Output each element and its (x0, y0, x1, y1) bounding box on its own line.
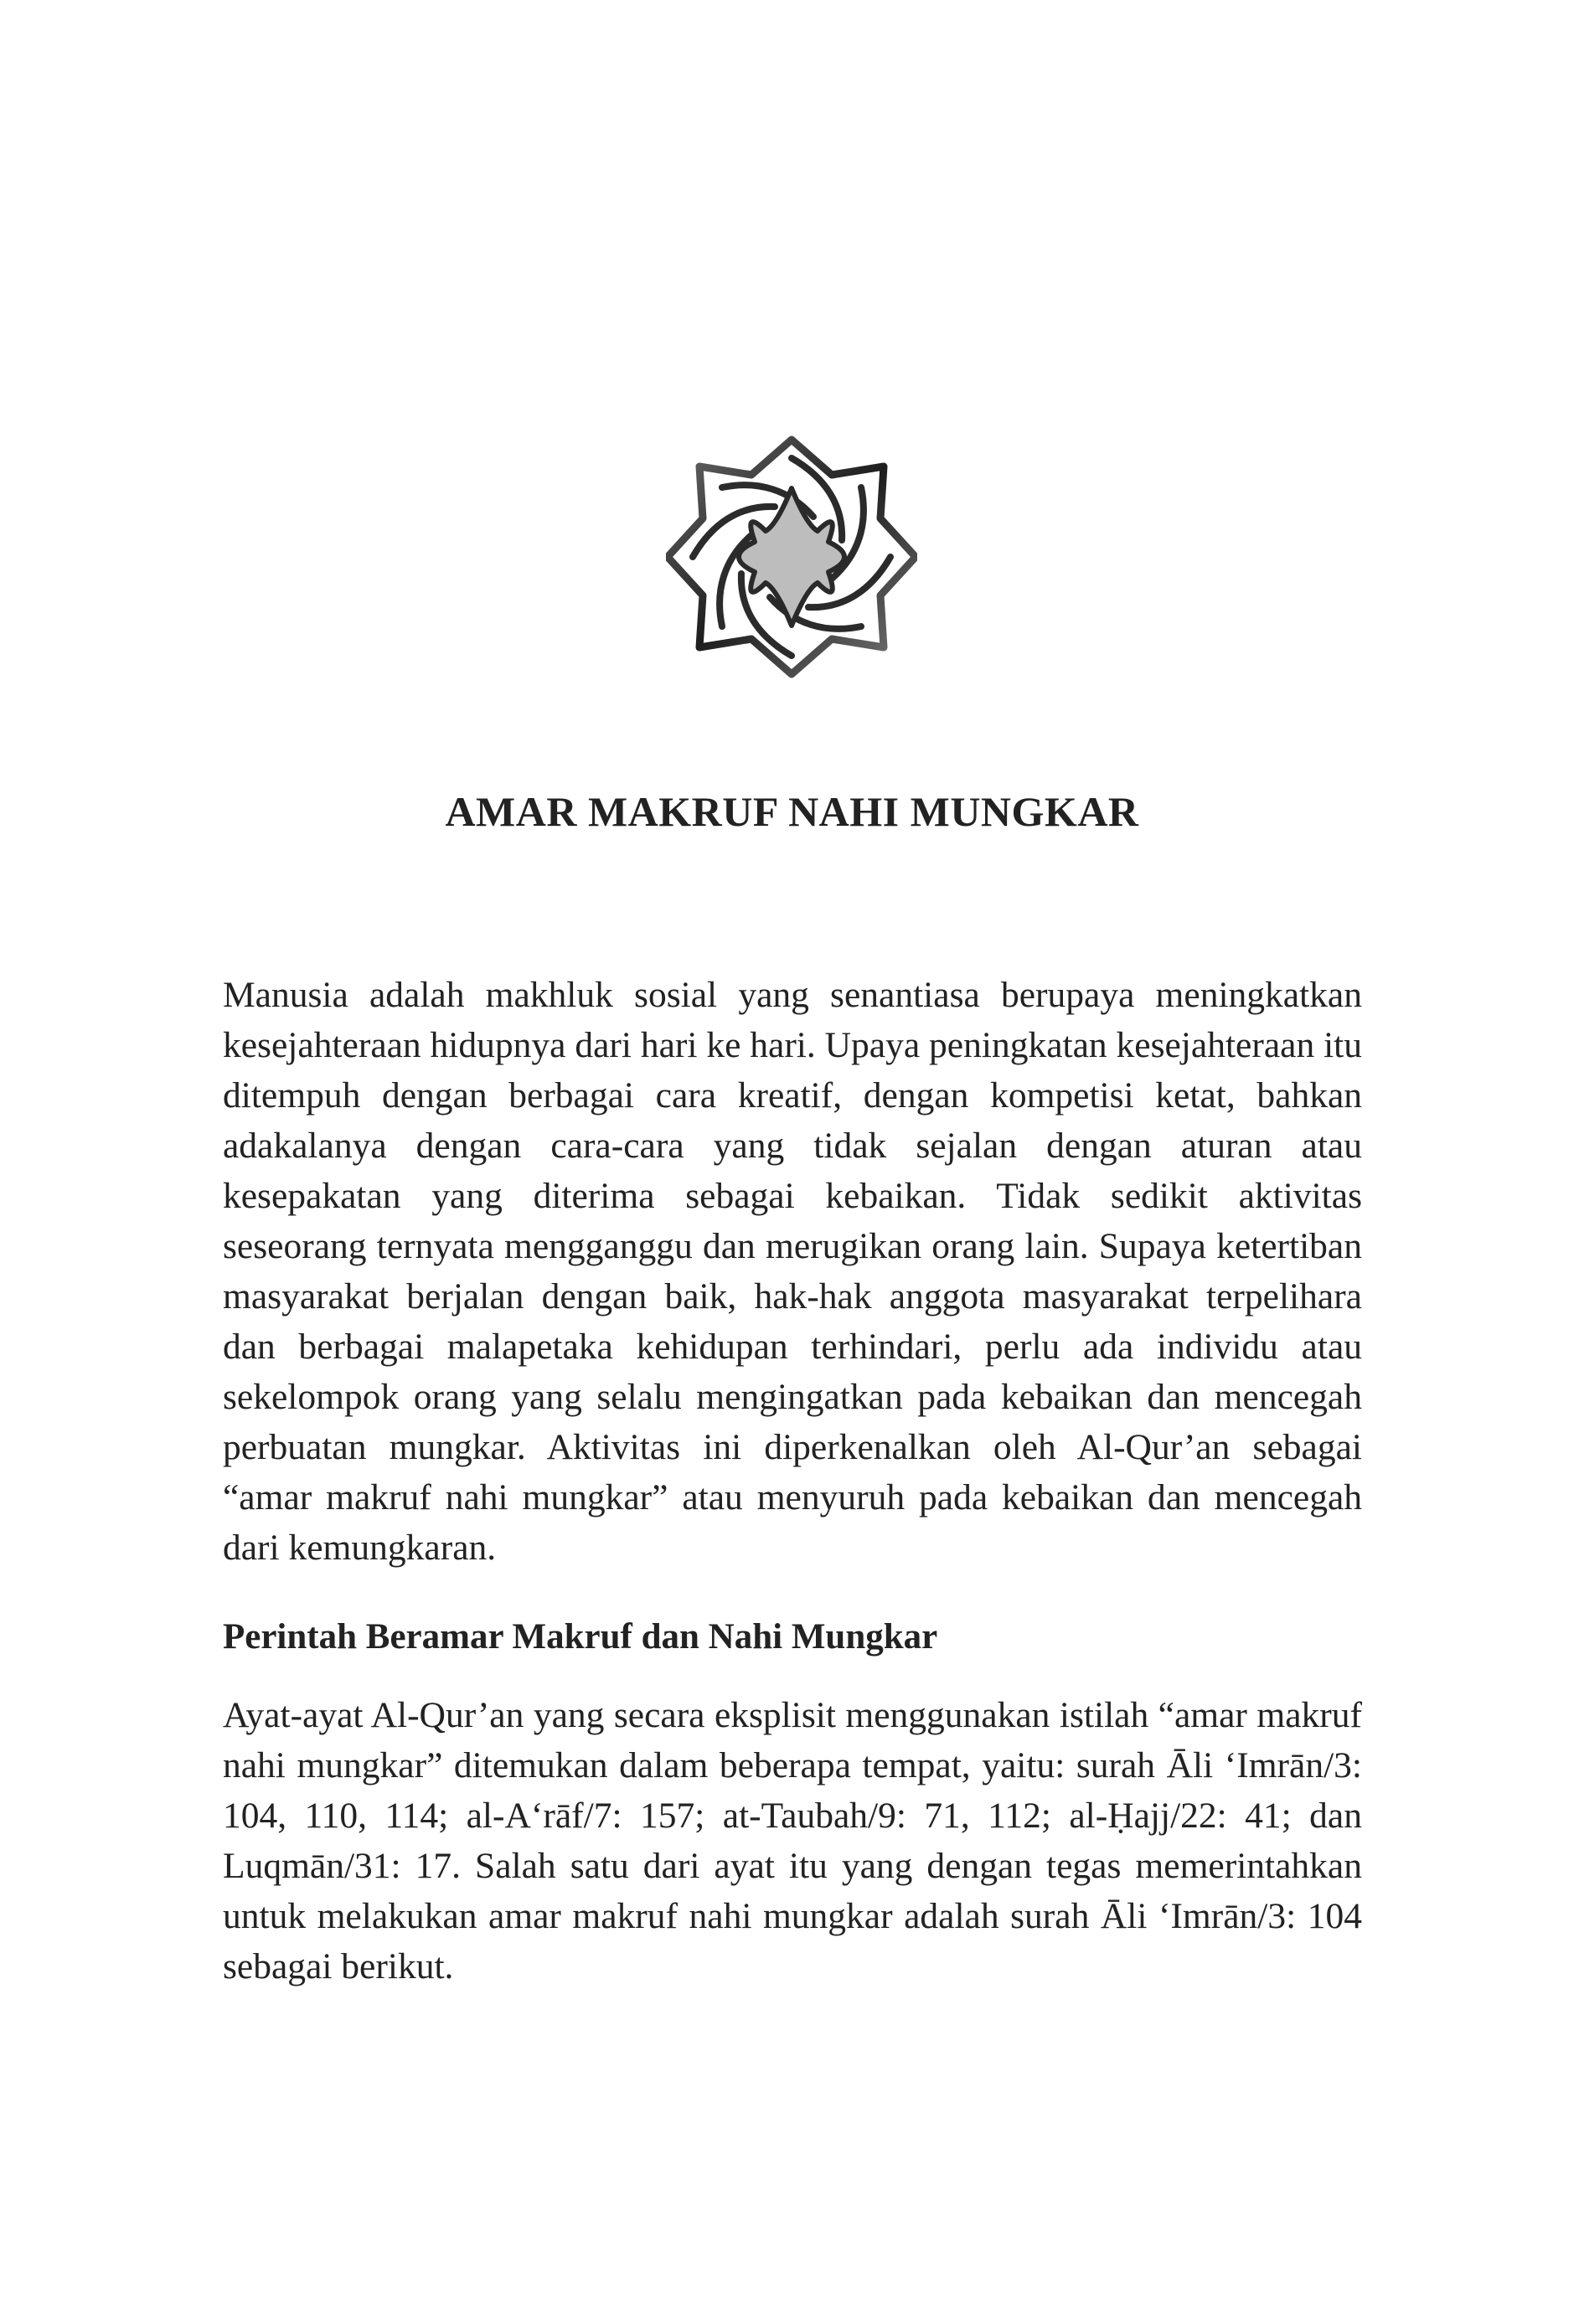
chapter-title: AMAR MAKRUF NAHI MUNGKAR (445, 788, 1139, 835)
floral-rosette-icon (666, 435, 917, 678)
section-heading: Perintah Beramar Makruf dan Nahi Mungkar (223, 1617, 938, 1657)
body-paragraph-intro: Manusia adalah makhluk sosial yang senantiasa berupaya meningkatkan kesejahteraan hidupnya dari hari ke hari. Upaya peningkatan kesejahteraan itu ditempuh dengan berbagai cara kreatif, dengan kompetisi ketat, bahkan adakalanya dengan cara-cara yang tidak sejalan dengan aturan atau kesepakatan yang diterima sebagai kebaikan. Tidak sedikit aktivitas seseorang ternyata mengganggu dan merugikan orang lain. Supaya ketertiban masyarakat berjalan dengan baik, hak-hak anggota masyarakat terpelihara dan berbagai malapetaka kehidupan terhindari, perlu ada individu atau sekelompok orang yang selalu mengingatkan pada kebaikan dan mencegah perbuatan mungkar. Aktivitas ini diperkenalkan oleh Al-Qur’an sebagai “amar makruf nahi mungkar” atau menyuruh pada kebaikan dan mencegah dari kemungkaran. (223, 975, 1362, 1568)
body-paragraph-verses: Ayat-ayat Al-Qur’an yang secara eksplisit menggunakan istilah “amar makruf nahi mungkar” ditemukan dalam beberapa tempat, yaitu: surah Āli ‘Imrān/3: 104, 110, 114; al-A‘rāf/7: 157; at-Taubah/9: 71, 112; al-Ḥajj/22: 41; dan Luqmān/31: 17. Salah satu dari ayat itu yang dengan tegas memerintahkan untuk melakukan amar makruf nahi mungkar adalah surah Āli ‘Imrān/3: 104 sebagai berikut. (223, 1695, 1362, 1986)
